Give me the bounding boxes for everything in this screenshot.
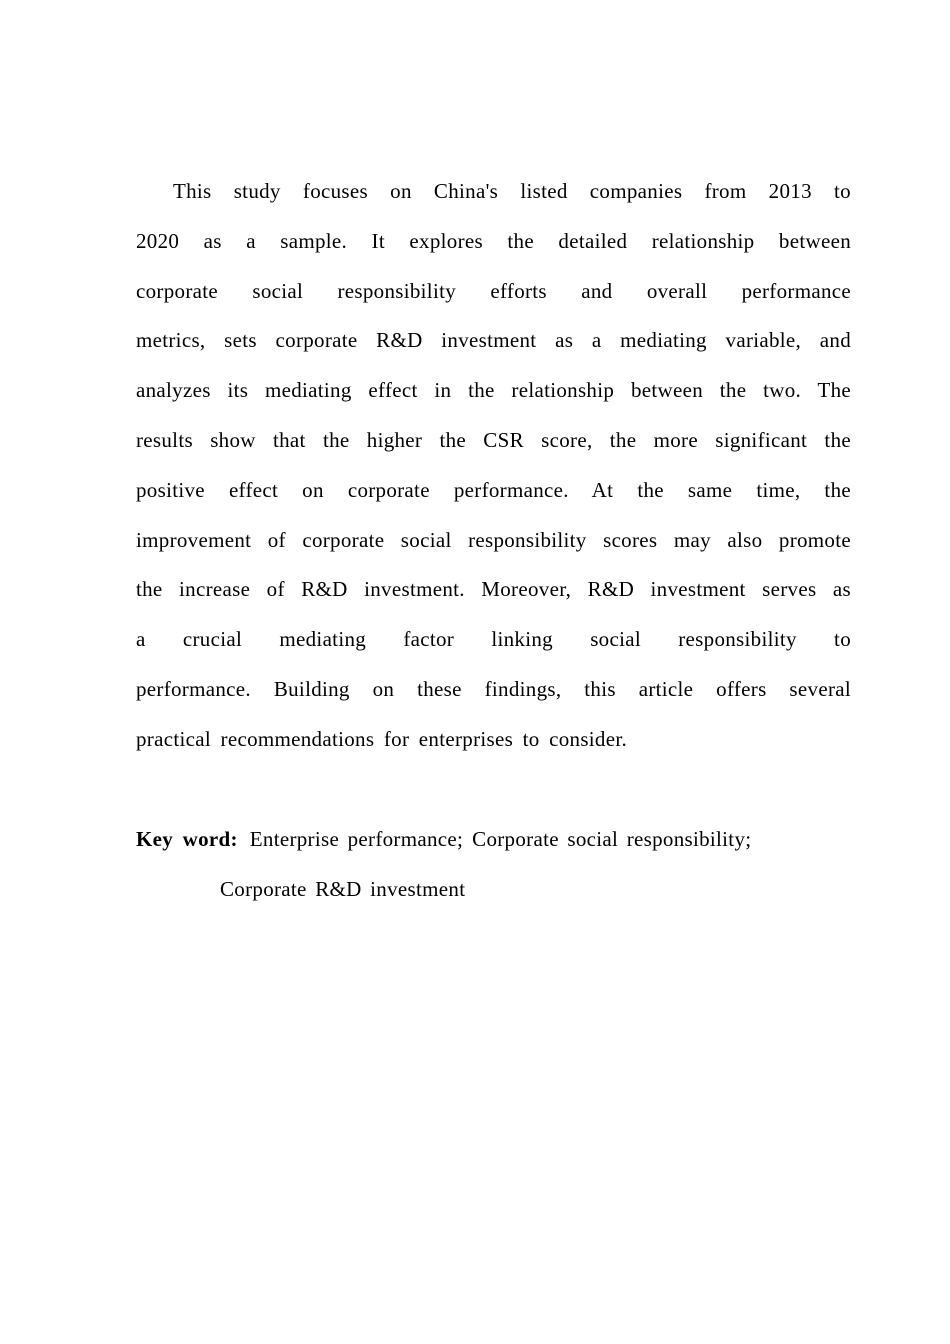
abstract-line: a crucial mediating factor linking social responsibility to xyxy=(136,627,851,652)
abstract-line: analyzes its mediating effect in the relationship between the two. The xyxy=(136,378,851,403)
abstract-line: 2020 as a sample. It explores the detailed relationship between xyxy=(136,228,851,253)
abstract-line: the increase of R&D investment. Moreover, R&D investment serves as xyxy=(136,577,851,602)
abstract-line: This study focuses on China's listed companies from 2013 to xyxy=(173,179,851,203)
abstract-line: corporate social responsibility efforts and overall performance xyxy=(136,278,851,303)
keyword-item: Corporate R&D investment xyxy=(220,876,466,901)
keyword-item: Corporate social responsibility; xyxy=(472,827,752,851)
abstract-line: metrics, sets corporate R&D investment as a mediating variable, and xyxy=(136,328,851,353)
keywords-line xyxy=(136,868,851,918)
abstract-line: improvement of corporate social responsibility scores may also promote xyxy=(136,527,851,552)
keywords-label: Key word: xyxy=(136,827,238,851)
abstract-line: performance. Building on these findings, this article offers several xyxy=(136,676,851,701)
abstract-line: positive effect on corporate performance. At the same time, the xyxy=(136,477,851,502)
abstract-line: results show that the higher the CSR score, the more significant the xyxy=(136,427,851,452)
abstract-line: practical recommendations for enterprises to consider. xyxy=(136,726,628,751)
abstract-body xyxy=(136,170,851,768)
keywords-line xyxy=(136,818,851,868)
keyword-item: Enterprise performance; xyxy=(249,827,464,851)
keywords-section xyxy=(136,818,851,917)
